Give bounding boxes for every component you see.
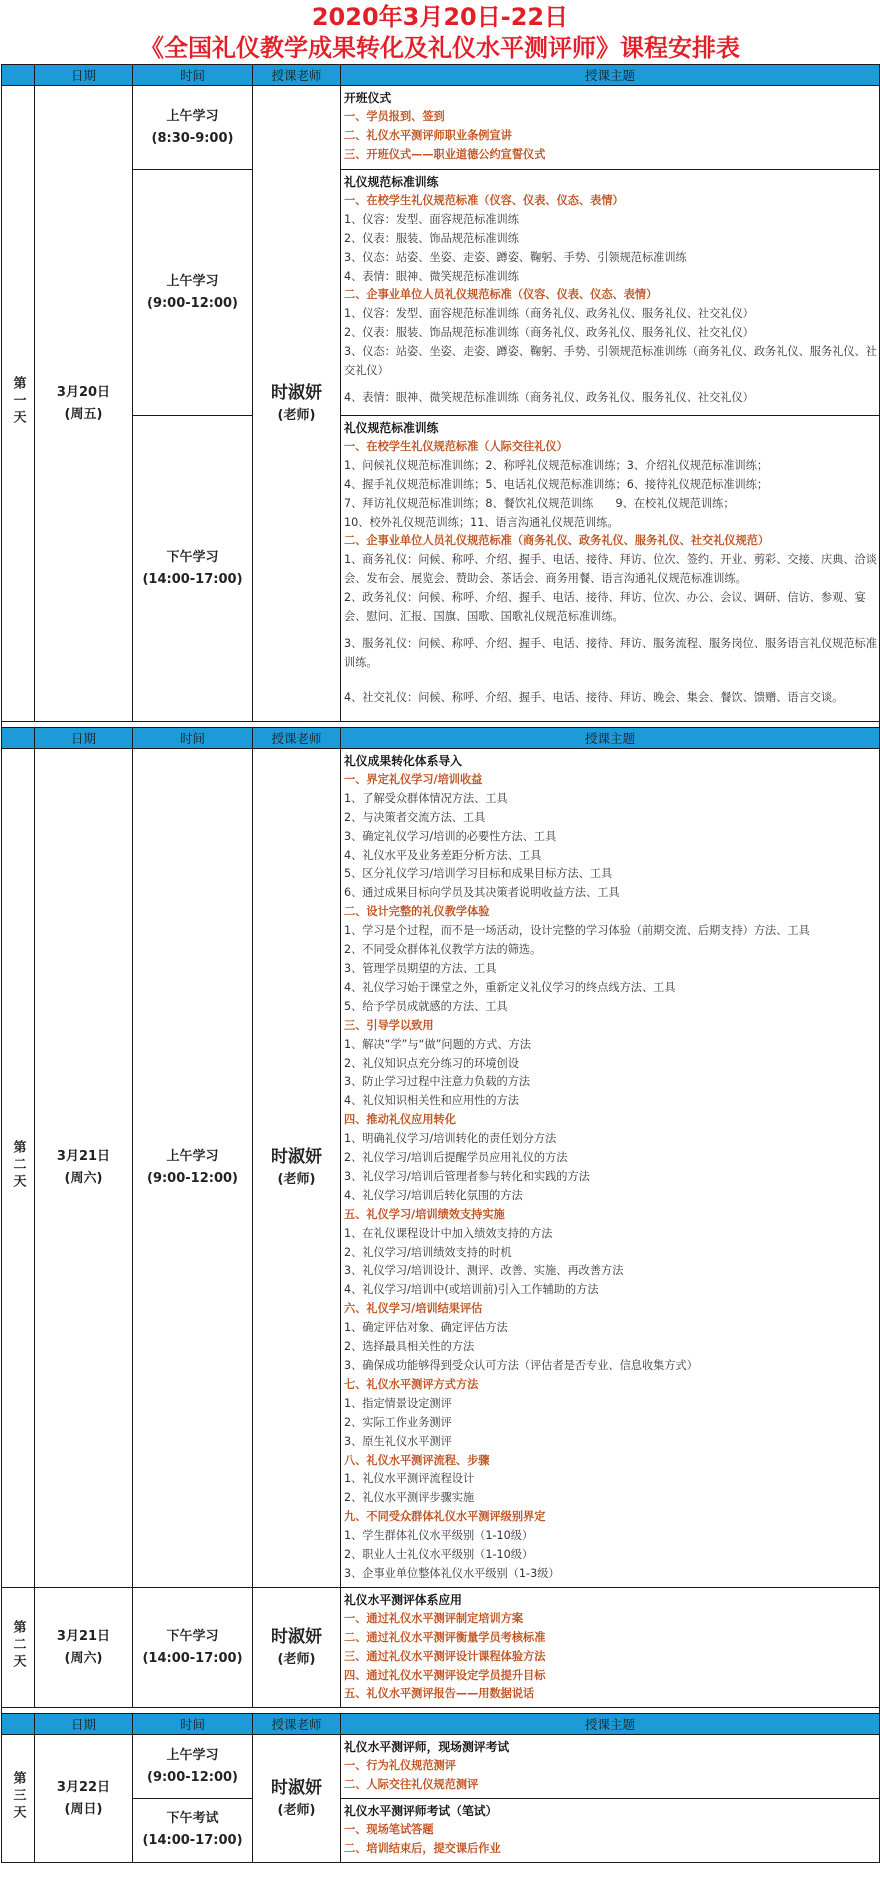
topic-heading: 礼仪水平测评体系应用 [344,1592,462,1607]
topic-section: 一、通过礼仪水平测评制定培训方案 [344,1611,524,1625]
day1-s3-topic [341,416,880,722]
topic-item: 6、通过成果目标向学员及其决策者说明收益方法、工具 [344,886,620,900]
teacher-name: 时淑妍 [271,382,322,403]
day2b-date-cell [35,1587,133,1707]
day-label-text: 第二天 [10,1140,26,1192]
topic-heading: 开班仪式 [344,91,392,105]
day2-teacher [253,749,341,1588]
topic-item: 1、了解受众群体情况方法、工具 [344,791,508,805]
day1-s2-time [133,170,253,416]
teacher-role: (老师) [277,1171,316,1187]
topic-item: 1、学生群体礼仪水平级别（1-10级） [344,1529,534,1543]
topic-section: 一、学员报到、签到 [344,109,445,123]
topic-item: 3、防止学习过程中注意力负载的方法 [344,1075,531,1089]
topic-item: 4、礼仪学习/培训中(或培训前)引入工作辅助的方法 [344,1283,599,1297]
topic-item: 1、学习是个过程，而不是一场活动，设计完整的学习体验（前期交流、后期支持）方法、工具 [344,924,810,938]
day1-label [2,86,35,722]
header-row-day1 [2,65,880,86]
day1-s2-topic [341,170,880,416]
topic-section: 六、礼仪学习/培训结果评估 [344,1302,483,1316]
teacher-name: 时淑妍 [271,1626,322,1647]
day2b-date: 3月21日 [56,1628,111,1644]
teacher-role: (老师) [277,1651,316,1667]
topic-item: 1、礼仪水平测评流程设计 [344,1472,475,1486]
day1-row-3 [2,416,880,722]
topic-section: 四、通过礼仪水平测评设定学员提升目标 [344,1668,546,1682]
topic-section: 一、现场笔试答题 [344,1822,434,1836]
day3-s1-time [133,1735,253,1799]
day1-s1-time [133,86,253,170]
topic-item: 2、选择最具相关性的方法 [344,1340,475,1354]
header-date: 日期 [35,1714,133,1735]
day2-s2-topic [341,1587,880,1707]
day3-row-2 [2,1799,880,1863]
day2-row-2 [2,1587,880,1707]
time-label: 上午学习 [166,1747,219,1763]
header-topic: 授课主题 [341,1714,880,1735]
day3-date-cell [35,1735,133,1862]
topic-section: 一、在校学生礼仪规范标准（仪容、仪表、仪态、表情） [344,193,624,207]
day1-s3-time [133,416,253,722]
header-time: 时间 [133,1714,253,1735]
day3-row-1 [2,1735,880,1799]
topic-item: 3、确保成功能够得到受众认可方法（评估者是否专业、信息收集方式） [344,1359,698,1372]
topic-item: 4、礼仪学习始于课堂之外，重新定义礼仪学习的终点线方法、工具 [344,980,676,994]
topic-item: 1、仪容：发型、面容规范标准训练 [344,212,519,226]
topic-section: 八、礼仪水平测评流程、步骤 [344,1453,490,1467]
day3-label [2,1735,35,1862]
time-range: (14:00-17:00) [142,1833,243,1849]
topic-item: 2、礼仪知识点充分练习的环境创设 [344,1056,519,1070]
topic-item: 3、礼仪学习/培训设计、测评、改善、实施、再改善方法 [344,1264,624,1278]
time-label: 上午学习 [166,1148,219,1164]
topic-item: 2、与决策者交流方法、工具 [344,810,486,824]
topic-spacer [344,381,877,389]
time-label: 下午考试 [166,1811,219,1827]
topic-heading: 礼仪成果转化体系导入 [344,754,462,768]
topic-section: 三、引导学以致用 [344,1018,434,1032]
topic-spacer [344,627,877,635]
topic-section: 二、设计完整的礼仪教学体验 [344,905,490,919]
header-date: 日期 [35,728,133,749]
topic-item: 4、握手礼仪规范标准训练；5、电话礼仪规范标准训练；6、接待礼仪规范标准训练； [344,477,769,491]
topic-section: 一、行为礼仪规范测评 [344,1759,456,1773]
day3-s2-time [133,1799,253,1863]
topic-section: 一、在校学生礼仪规范标准（人际交往礼仪） [344,439,568,453]
header-date: 日期 [35,65,133,86]
topic-item: 2、礼仪学习/培训后提醒学员应用礼仪的方法 [344,1151,568,1165]
day2-weekday: (周六) [64,1170,103,1186]
day2-label [2,749,35,1588]
topic-section: 四、推动礼仪应用转化 [344,1113,456,1127]
day-label-text: 第一天 [10,376,26,427]
time-label: 上午学习 [166,273,219,289]
topic-section: 三、通过礼仪水平测评设计课程体验方法 [344,1649,546,1663]
header-teacher: 授课老师 [253,728,341,749]
day1-s1-topic [341,86,880,170]
topic-section: 五、礼仪学习/培训绩效支持实施 [344,1207,505,1221]
header-row-day3 [2,1714,880,1735]
topic-item: 3、仪态：站姿、坐姿、走姿、蹲姿、鞠躬、手势、引领规范标准训练（商务礼仪、政务礼仪、服务礼仪、社交礼仪） [344,345,877,378]
topic-item: 4、社交礼仪：问候、称呼、介绍、握手、电话、接待、拜访、晚会、集会、餐饮、馈赠、语言交谈。 [344,690,844,704]
topic-heading: 礼仪水平测评师，现场测评考试 [344,1740,510,1755]
schedule-table [1,64,880,1863]
topic-item: 3、企事业单位整体礼仪水平级别（1-3级） [344,1566,560,1580]
topic-section: 二、人际交往礼仪规范测评 [344,1778,479,1792]
topic-item: 3、仪态：站姿、坐姿、走姿、蹲姿、鞠躬、手势、引领规范标准训练 [344,250,687,264]
topic-section: 二、企事业单位人员礼仪规范标准（仪容、仪表、仪态、表情） [344,288,658,302]
topic-item: 3、确定礼仪学习/培训的必要性方法、工具 [344,829,557,843]
day2-date-cell [35,749,133,1588]
topic-item: 1、仪容：发型、面容规范标准训练（商务礼仪、政务礼仪、服务礼仪、社交礼仪） [344,307,754,321]
topic-item: 2、政务礼仪：问候、称呼、介绍、握手、电话、接待、拜访、位次、办公、会议、调研、信访、参观、宴会、慰问、汇报、国旗、国歌、国歌礼仪规范标准训练。 [344,591,866,624]
time-label: 下午学习 [166,549,219,565]
topic-item: 4、表情：眼神、微笑规范标准训练 [344,269,519,283]
day3-s1-topic [341,1735,880,1799]
topic-section: 二、礼仪水平测评师职业条例宣讲 [344,128,512,142]
day1-row-2 [2,170,880,416]
day3-weekday: (周日) [64,1801,103,1817]
topic-item: 1、指定情景设定测评 [344,1396,452,1410]
topic-heading: 礼仪规范标准训练 [344,421,439,435]
day2-row-1 [2,749,880,1588]
teacher-name: 时淑妍 [271,1777,322,1798]
teacher-role: (老师) [277,407,316,423]
day2b-label [2,1587,35,1707]
teacher-role: (老师) [277,1802,316,1818]
topic-section: 九、不同受众群体礼仪水平测评级别界定 [344,1510,546,1524]
header-blank [2,65,35,86]
day2-s1-topic [341,749,880,1588]
topic-item: 1、在礼仪课程设计中加入绩效支持的方法 [344,1226,553,1240]
title-date-range: 2020年3月20日-22日 [311,3,569,31]
header-topic: 授课主题 [341,728,880,749]
time-range: (9:00-12:00) [147,1769,238,1785]
topic-section: 二、企事业单位人员礼仪规范标准（商务礼仪、政务礼仪、服务礼仪、社交礼仪规范） [344,534,770,548]
header-topic: 授课主题 [341,65,880,86]
topic-item: 2、实际工作业务测评 [344,1415,452,1429]
topic-item: 3、礼仪学习/培训后管理者参与转化和实践的方法 [344,1169,590,1183]
time-range: (14:00-17:00) [142,1650,243,1666]
topic-item: 1、解决“学”与“做”问题的方式、方法 [344,1037,531,1051]
day1-date: 3月20日 [56,384,111,400]
topic-item: 4、礼仪水平及业务差距分析方法、工具 [344,848,542,862]
topic-item: 1、明确礼仪学习/培训转化的责任划分方法 [344,1132,557,1146]
topic-section: 七、礼仪水平测评方式方法 [344,1377,479,1391]
topic-item: 2、仪表：服装、饰品规范标准训练 [344,231,519,245]
page-title-block [0,0,880,64]
topic-heading: 礼仪规范标准训练 [344,175,439,189]
header-teacher: 授课老师 [253,1714,341,1735]
day2b-weekday: (周六) [64,1650,103,1666]
day1-weekday: (周五) [64,406,103,422]
topic-section: 二、培训结束后，提交课后作业 [344,1841,501,1855]
header-blank [2,1714,35,1735]
topic-spacer [344,673,877,681]
time-label: 下午学习 [166,1628,219,1644]
topic-item: 2、不同受众群体礼仪教学方法的筛选。 [344,943,542,957]
topic-item: 7、拜访礼仪规范标准训练；8、餐饮礼仪规范训练 9、在校礼仪规范训练； [344,496,735,510]
topic-item: 2、仪表：服装、饰品规范标准训练（商务礼仪、政务礼仪、服务礼仪、社交礼仪） [344,326,754,340]
topic-item: 4、礼仪知识相关性和应用性的方法 [344,1094,519,1108]
topic-item: 5、给予学员成就感的方法、工具 [344,999,508,1013]
day2-s2-time [133,1587,253,1707]
day3-s2-topic [341,1799,880,1863]
topic-item: 1、确定评估对象、确定评估方法 [344,1321,508,1335]
header-row-day2 [2,728,880,749]
topic-item: 5、区分礼仪学习/培训学习目标和成果目标方法、工具 [344,867,613,881]
topic-section: 二、通过礼仪水平测评衡量学员考核标准 [344,1630,546,1644]
topic-item: 2、礼仪学习/培训绩效支持的时机 [344,1245,512,1259]
day2-s1-time [133,749,253,1588]
day1-teacher [253,86,341,722]
time-label: 上午学习 [166,108,219,124]
title-course-name: 《全国礼仪教学成果转化及礼仪水平测评师》课程安排表 [140,34,740,62]
time-range: (14:00-17:00) [142,571,243,587]
time-range: (9:00-12:00) [147,295,238,311]
header-time: 时间 [133,65,253,86]
header-time: 时间 [133,728,253,749]
day2-date: 3月21日 [56,1148,111,1164]
topic-item: 4、表情：眼神、微笑规范标准训练（商务礼仪、政务礼仪、服务礼仪、社交礼仪） [344,390,754,404]
topic-item: 3、原生礼仪水平测评 [344,1434,452,1448]
teacher-name: 时淑妍 [271,1146,322,1167]
topic-spacer [344,681,877,689]
header-teacher: 授课老师 [253,65,341,86]
topic-section: 五、礼仪水平测评报告——用数据说话 [344,1687,535,1701]
topic-item: 4、礼仪学习/培训后转化氛围的方法 [344,1188,523,1202]
day-label-text: 第三天 [10,1771,26,1823]
day3-teacher [253,1735,341,1862]
topic-item: 10、校外礼仪规范训练；11、语言沟通礼仪规范训练。 [344,515,619,529]
topic-item: 3、服务礼仪：问候、称呼、介绍、握手、电话、接待、拜访、服务流程、服务岗位、服务语言礼仪规范标准训练。 [344,636,877,669]
topic-item: 3、管理学员期望的方法、工具 [344,961,497,975]
header-blank [2,728,35,749]
topic-section: 一、界定礼仪学习/培训收益 [344,772,483,786]
topic-heading: 礼仪水平测评师考试（笔试） [344,1804,498,1819]
topic-item: 2、职业人士礼仪水平级别（1-10级） [344,1548,534,1562]
day3-date: 3月22日 [56,1779,111,1795]
day2b-teacher [253,1587,341,1707]
day1-date-cell [35,86,133,722]
topic-item: 1、商务礼仪：问候、称呼、介绍、握手、电话、接待、拜访、位次、签约、开业、剪彩、交接、庆典、洽谈会、发布会、展览会、赞助会、茶话会、商务用餐、语言沟通礼仪规范标准训练。 [344,553,877,586]
topic-item: 2、礼仪水平测评步骤实施 [344,1491,475,1505]
day1-row-1 [2,86,880,170]
day-label-text: 第二天 [10,1620,26,1672]
time-range: (9:00-12:00) [147,1170,238,1186]
time-range: (8:30-9:00) [151,130,234,146]
topic-item: 1、问候礼仪规范标准训练；2、称呼礼仪规范标准训练；3、介绍礼仪规范标准训练； [344,458,769,472]
topic-section: 三、开班仪式——职业道德公约宣誓仪式 [344,147,546,161]
